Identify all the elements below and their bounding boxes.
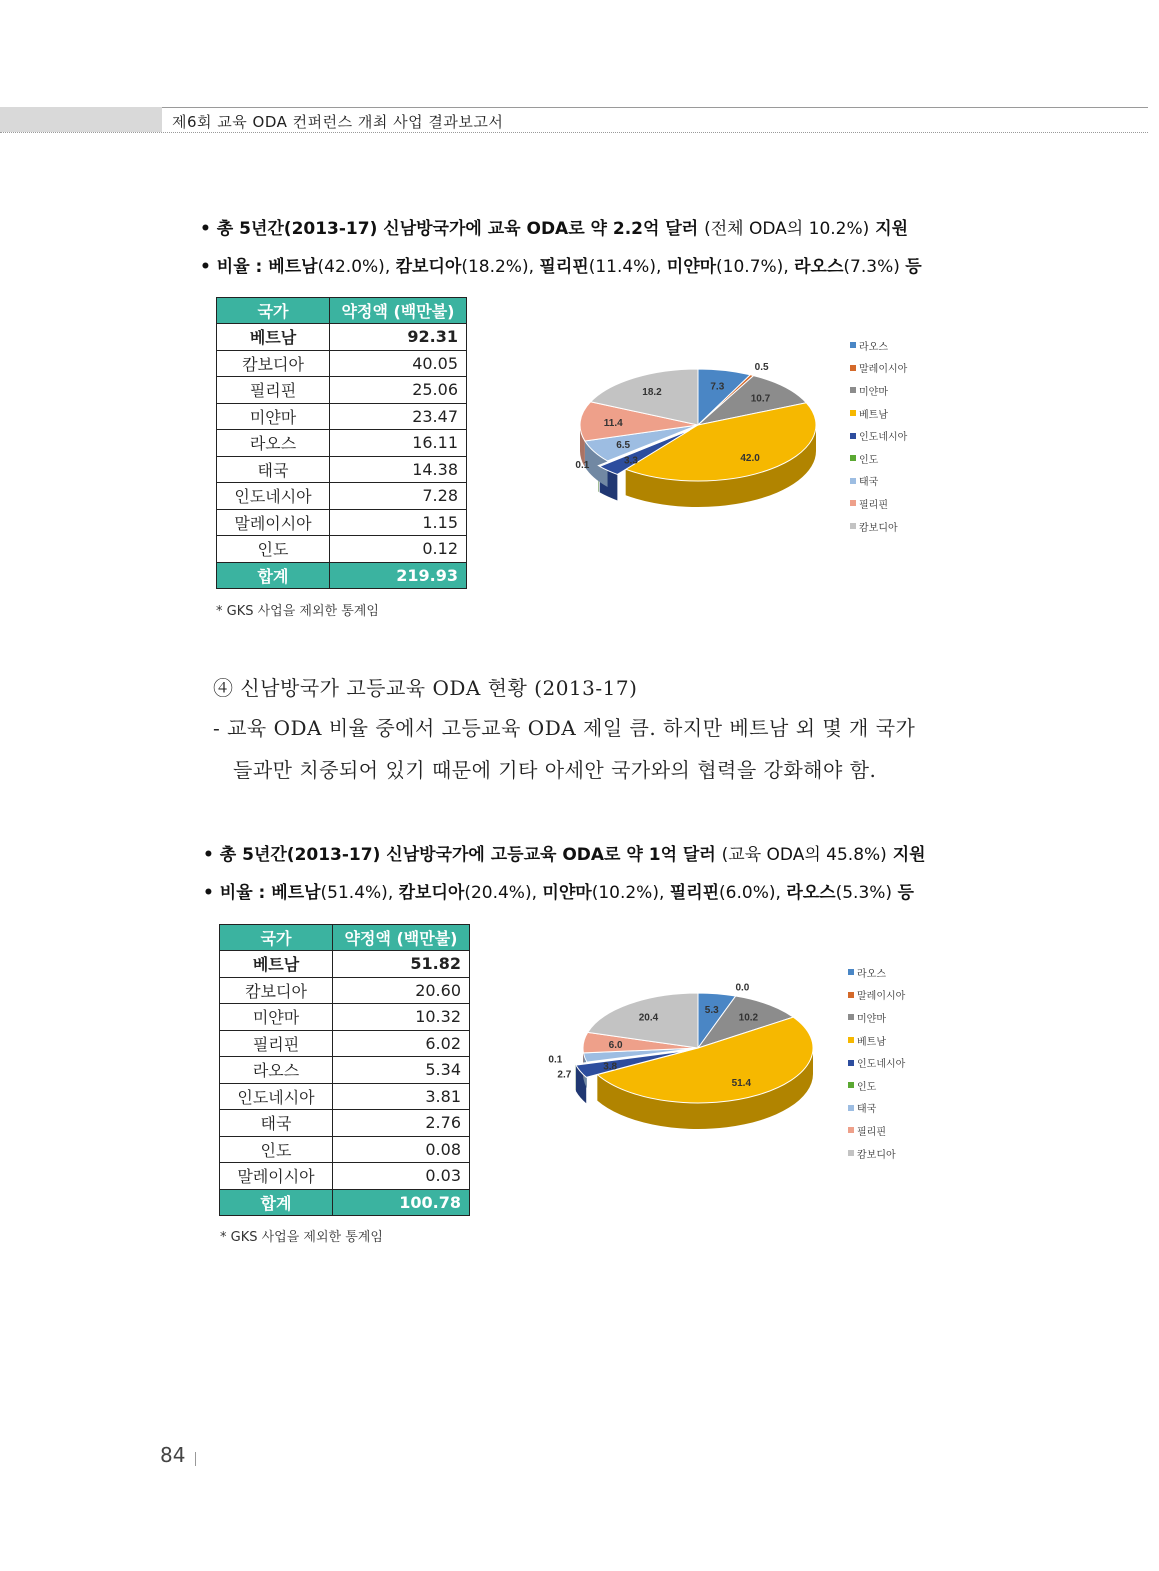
legend-swatch	[850, 365, 856, 371]
table-row	[217, 430, 467, 457]
ratio-pct: (10.2%),	[591, 883, 670, 903]
legend-swatch	[848, 992, 854, 998]
amount-cell: 0.12	[330, 536, 467, 563]
pie-data-label: 42.0	[740, 452, 760, 464]
body-line-2: 들과만 치중되어 있기 때문에 기타 아세안 국가와의 협력을 강화해야 함.	[233, 758, 877, 782]
table-row	[217, 403, 467, 430]
col-country-header: 국가	[217, 298, 330, 324]
amount-cell: 5.34	[333, 1057, 470, 1084]
ratio-suffix: 등	[897, 883, 914, 903]
ratio-pct: (20.4%),	[464, 883, 543, 903]
ratio-country: 캄보디아	[398, 883, 465, 903]
legend-swatch	[850, 410, 856, 416]
pie-chart-education-oda	[550, 340, 840, 530]
ratio-pct: (42.0%),	[317, 257, 396, 277]
legend-swatch	[850, 433, 856, 439]
legend-item	[848, 1074, 905, 1097]
pie-data-label: 0.1	[548, 1054, 563, 1066]
oda-table-1	[216, 297, 467, 589]
legend-label: 라오스	[859, 341, 888, 353]
legend-item	[850, 424, 907, 447]
table-row	[220, 1004, 470, 1031]
table-row	[217, 509, 467, 536]
legend-label: 베트남	[859, 409, 888, 421]
country-cell: 말레이시아	[217, 509, 330, 536]
table-row	[220, 1136, 470, 1163]
legend-label: 인도	[857, 1081, 877, 1093]
header-dotted-rule	[0, 132, 1148, 133]
legend-swatch	[848, 1037, 854, 1043]
legend-item	[850, 357, 907, 380]
table-header	[220, 925, 470, 951]
ratio-country: 캄보디아	[395, 257, 462, 277]
pie-data-label: 51.4	[731, 1077, 752, 1089]
table-note: * GKS 사업을 제외한 통계임	[216, 604, 379, 619]
pie-data-label: 6.0	[608, 1040, 623, 1052]
legend-label: 베트남	[857, 1036, 886, 1048]
pie-data-label: 3.8	[603, 1061, 618, 1073]
country-cell: 인도	[220, 1136, 333, 1163]
legend-item	[848, 1051, 905, 1074]
legend-label: 태국	[857, 1104, 877, 1116]
amount-cell: 1.15	[330, 509, 467, 536]
total-label: 합계	[217, 562, 330, 589]
amount-cell: 6.02	[333, 1030, 470, 1057]
bullet-text: • 총 5년간(2013-17) 신남방국가에 고등교육 ODA로 약 1억 달러	[203, 845, 722, 865]
amount-cell: 23.47	[330, 403, 467, 430]
legend-item	[848, 1119, 905, 1142]
pie-data-label: 5.3	[704, 1004, 719, 1016]
legend-swatch	[848, 1150, 854, 1156]
ratio-country: 미얀마	[542, 883, 592, 903]
legend-item	[848, 1142, 905, 1165]
legend-label: 미얀마	[857, 1013, 886, 1025]
legend-swatch	[848, 1082, 854, 1088]
header-rule	[162, 107, 1148, 108]
legend-item	[850, 334, 907, 357]
col-country-header: 국가	[220, 925, 333, 951]
legend-swatch	[848, 1014, 854, 1020]
pie-chart-higher-education-oda	[550, 965, 840, 1155]
table-note: * GKS 사업을 제외한 통계임	[220, 1230, 383, 1245]
pie-data-label: 6.5	[616, 440, 631, 452]
page-number-divider	[195, 1452, 196, 1466]
total-label: 합계	[220, 1189, 333, 1216]
country-cell: 필리핀	[220, 1030, 333, 1057]
col-amount-header: 약정액 (백만불)	[333, 925, 470, 951]
table-row	[217, 324, 467, 351]
country-cell: 캄보디아	[217, 350, 330, 377]
body-line-1: - 교육 ODA 비율 중에서 고등교육 ODA 제일 큼. 하지만 베트남 외 몇 개 국가	[213, 716, 916, 740]
pie-data-label: 18.2	[642, 387, 662, 399]
section-heading: ④ 신남방국가 고등교육 ODA 현황 (2013-17)	[213, 676, 638, 700]
ratio-label: • 비율 :	[200, 257, 269, 277]
legend-swatch	[850, 478, 856, 484]
ratio-pct: (6.0%),	[719, 883, 787, 903]
table-row	[220, 1083, 470, 1110]
legend-label: 태국	[859, 477, 879, 489]
legend-swatch	[850, 387, 856, 393]
table-header	[217, 298, 467, 324]
legend-item	[848, 1097, 905, 1120]
table-total-row	[217, 562, 467, 589]
pie-data-label: 20.4	[638, 1012, 659, 1024]
bullet-suffix: 지원	[886, 845, 926, 865]
total-amount: 219.93	[330, 562, 467, 589]
ratio-label: • 비율 :	[203, 883, 272, 903]
amount-cell: 40.05	[330, 350, 467, 377]
table-row	[217, 350, 467, 377]
legend-label: 인도네시아	[859, 432, 908, 444]
country-cell: 인도	[217, 536, 330, 563]
legend-item	[850, 447, 907, 470]
legend-swatch	[850, 455, 856, 461]
country-cell: 말레이시아	[220, 1163, 333, 1190]
country-cell: 라오스	[217, 430, 330, 457]
table-row	[220, 1163, 470, 1190]
bullet-suffix: 지원	[869, 219, 909, 239]
country-cell: 인도네시아	[217, 483, 330, 510]
ratio-pct: (7.3%)	[843, 257, 906, 277]
page-number: 84	[160, 1443, 186, 1467]
legend-item	[848, 961, 905, 984]
legend-item	[850, 515, 907, 538]
pie-legend-1	[850, 334, 907, 537]
ratio-country: 미얀마	[666, 257, 717, 277]
legend-label: 말레이시아	[859, 364, 908, 376]
ratio-pct: (10.7%),	[716, 257, 795, 277]
legend-label: 라오스	[857, 968, 886, 980]
legend-label: 미얀마	[859, 386, 888, 398]
table-row	[220, 977, 470, 1004]
table-row	[217, 377, 467, 404]
pie-data-label: 0.5	[754, 362, 769, 374]
total-amount: 100.78	[333, 1189, 470, 1216]
section2-bullet-ratio	[203, 878, 914, 903]
legend-swatch	[848, 969, 854, 975]
country-cell: 베트남	[220, 951, 333, 978]
country-cell: 태국	[220, 1110, 333, 1137]
country-cell: 베트남	[217, 324, 330, 351]
ratio-country: 베트남	[271, 883, 321, 903]
legend-label: 인도네시아	[857, 1059, 906, 1071]
table-row	[220, 1110, 470, 1137]
ratio-country: 필리핀	[539, 257, 589, 277]
legend-swatch	[848, 1127, 854, 1133]
bullet-paren: (전체 ODA의 10.2%)	[704, 219, 870, 239]
legend-item	[850, 379, 907, 402]
ratio-pct: (51.4%),	[320, 883, 399, 903]
legend-item	[850, 492, 907, 515]
pie-data-label: 10.2	[738, 1012, 759, 1024]
report-title: 제6회 교육 ODA 컨퍼런스 개최 사업 결과보고서	[172, 113, 504, 131]
ratio-pct: (11.4%),	[588, 257, 667, 277]
country-cell: 인도네시아	[220, 1083, 333, 1110]
amount-cell: 0.03	[333, 1163, 470, 1190]
amount-cell: 51.82	[333, 951, 470, 978]
ratio-country: 베트남	[268, 257, 318, 277]
country-cell: 태국	[217, 456, 330, 483]
table-row	[220, 1030, 470, 1057]
legend-swatch	[848, 1105, 854, 1111]
legend-swatch	[850, 500, 856, 506]
ratio-suffix: 등	[905, 257, 922, 277]
table-row	[217, 456, 467, 483]
table-row	[217, 536, 467, 563]
table-row	[217, 483, 467, 510]
pie-data-label: 3.3	[624, 455, 638, 467]
country-cell: 필리핀	[217, 377, 330, 404]
legend-item	[848, 984, 905, 1007]
legend-item	[848, 1029, 905, 1052]
ratio-country: 필리핀	[669, 883, 720, 903]
legend-label: 말레이시아	[857, 991, 906, 1003]
section1-bullet-total	[200, 214, 908, 239]
section1-bullet-ratio	[200, 252, 922, 277]
amount-cell: 10.32	[333, 1004, 470, 1031]
bullet-text: • 총 5년간(2013-17) 신남방국가에 교육 ODA로 약 2.2억 달러	[200, 219, 705, 239]
section2-bullet-total	[203, 840, 926, 865]
table-row	[220, 951, 470, 978]
legend-swatch	[848, 1060, 854, 1066]
legend-item	[850, 470, 907, 493]
country-cell: 미얀마	[217, 403, 330, 430]
amount-cell: 20.60	[333, 977, 470, 1004]
table-total-row	[220, 1189, 470, 1216]
amount-cell: 0.08	[333, 1136, 470, 1163]
pie-data-label: 7.3	[710, 381, 725, 393]
table-row	[220, 1057, 470, 1084]
amount-cell: 14.38	[330, 456, 467, 483]
col-amount-header: 약정액 (백만불)	[330, 298, 467, 324]
oda-table-2	[219, 924, 470, 1216]
amount-cell: 3.81	[333, 1083, 470, 1110]
pie-data-label: 2.7	[557, 1069, 572, 1081]
legend-label: 필리핀	[857, 1126, 886, 1138]
bullet-paren: (교육 ODA의 45.8%)	[721, 845, 887, 865]
amount-cell: 92.31	[330, 324, 467, 351]
ratio-country: 라오스	[794, 257, 844, 277]
legend-label: 캄보디아	[857, 1149, 896, 1161]
ratio-pct: (5.3%)	[835, 883, 898, 903]
legend-swatch	[850, 523, 856, 529]
pie-data-label: 10.7	[750, 393, 771, 405]
legend-item	[850, 402, 907, 425]
legend-label: 캄보디아	[859, 522, 898, 534]
legend-swatch	[850, 342, 856, 348]
amount-cell: 2.76	[333, 1110, 470, 1137]
amount-cell: 16.11	[330, 430, 467, 457]
pie-data-label: 0.1	[575, 460, 590, 472]
ratio-country: 라오스	[786, 883, 836, 903]
header-bar	[0, 107, 162, 132]
amount-cell: 25.06	[330, 377, 467, 404]
pie-legend-2	[848, 961, 905, 1164]
amount-cell: 7.28	[330, 483, 467, 510]
country-cell: 라오스	[220, 1057, 333, 1084]
pie-data-label: 11.4	[603, 418, 623, 430]
country-cell: 미얀마	[220, 1004, 333, 1031]
legend-label: 인도	[859, 454, 879, 466]
legend-item	[848, 1006, 905, 1029]
legend-label: 필리핀	[859, 499, 888, 511]
pie-data-label: 0.0	[735, 982, 750, 994]
ratio-pct: (18.2%),	[461, 257, 540, 277]
country-cell: 캄보디아	[220, 977, 333, 1004]
